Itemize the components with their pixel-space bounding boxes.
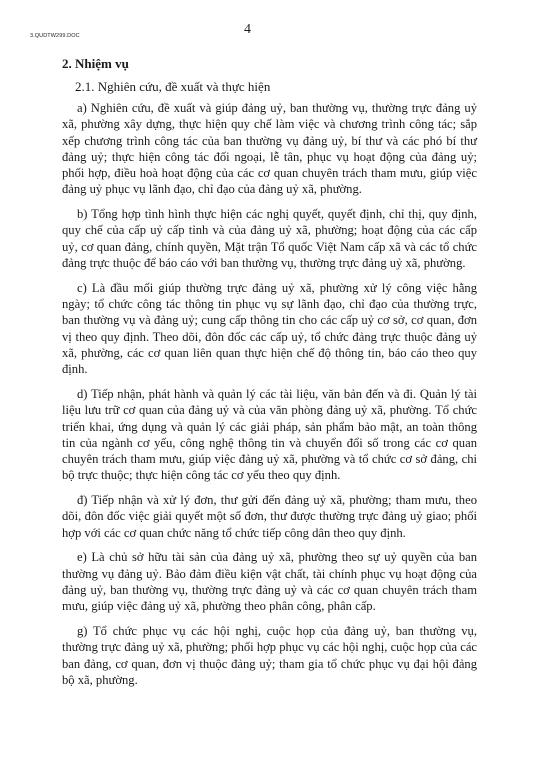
paragraph-g: g) Tổ chức phục vụ các hội nghị, cuộc họp của đảng uỷ, ban thường vụ, thường trực đảng uỷ xã, phường; phối hợp phục vụ các hội nghị, cuộc họp của các ban đảng, cơ quan, đơn vị thuộc đảng uỷ; tham gia tổ chức phục vụ đại hội đảng bộ xã, phường. [62, 623, 477, 687]
paragraph-c: c) Là đầu mối giúp thường trực đảng uỷ xã, phường xử lý công việc hằng ngày; tổ chức công tác thông tin phục vụ sự lãnh đạo, chỉ đạo của thường trực, ban thường vụ và đảng uỷ; cung cấp thông tin cho các cấp uỷ cơ sở, cơ quan, đơn vị theo quy định. Theo dõi, đôn đốc các cấp uỷ, tổ chức đảng trực thuộc đảng uỷ xã, phường, các cơ quan liên quan thực hiện chế độ thông tin, báo cáo theo quy định. [62, 280, 477, 377]
paragraph-b: b) Tổng hợp tình hình thực hiện các nghị quyết, quyết định, chỉ thị, quy định, quy chế của cấp uỷ cấp tỉnh và của đảng uỷ xã, phường; hoạt động của các cấp uỷ, cơ quan đảng, chính quyền, Mặt trận Tổ quốc Việt Nam cấp xã và các tổ chức đảng trực thuộc để báo cáo với ban thường vụ, thường trực đảng uỷ xã, phường. [62, 207, 477, 271]
paragraph-d: d) Tiếp nhận, phát hành và quản lý các tài liệu, văn bản đến và đi. Quản lý tài liệu lưu trữ cơ quan của đảng uỷ và của văn phòng đảng uỷ xã, phường. Tổ chức triển khai, ứng dụng và quản lý các giải pháp, sản phẩm bảo mật, an toàn thông tin của ngành cơ yếu, công nghệ thông tin và chuyển đổi số trong các cơ quan chuyên trách tham mưu, giúp việc đảng uỷ xã, phường và tổ chức cơ sở đảng, chi bộ trực thuộc; thực hiện công tác cơ yếu theo quy định. [62, 386, 477, 483]
paragraph-dd: đ) Tiếp nhận và xử lý đơn, thư gửi đến đảng uỷ xã, phường; tham mưu, theo dõi, đôn đốc việc giải quyết một số đơn, thư được thường trực đảng uỷ giao; phối hợp với các cơ quan chức năng tổ chức tiếp công dân theo quy định. [62, 493, 477, 540]
file-name-label: 3.QUDTW299.DOC [30, 33, 80, 39]
paragraph-e: e) Là chủ sở hữu tài sản của đảng uỷ xã, phường theo sự uỷ quyền của ban thường vụ đảng uỷ. Bảo đảm điều kiện vật chất, tài chính phục vụ hoạt động của đảng uỷ, ban thường vụ, thường trực đảng uỷ và các cơ quan chuyên trách tham mưu, giúp việc đảng uỷ xã, phường theo phân công, phân cấp. [62, 550, 477, 614]
paragraph-a: a) Nghiên cứu, đề xuất và giúp đảng uỷ, ban thường vụ, thường trực đảng uỷ xã, phường xây dựng, thực hiện quy chế làm việc và chương trình công tác; sắp xếp chương trình công tác của ban thường vụ đảng uỷ, bí thư và các phó bí thư đảng uỷ; thực hiện công tác đối ngoại, lễ tân, phục vụ hoạt động của đảng uỷ; phối hợp, điều hoà hoạt động của các cơ quan chuyên trách tham mưu, giúp việc đảng uỷ phục vụ lãnh đạo, chỉ đạo của đảng uỷ xã, phường. [62, 101, 477, 197]
section-heading: 2. Nhiệm vụ [62, 56, 129, 71]
subsection-heading: 2.1. Nghiên cứu, đề xuất và thực hiện [75, 79, 271, 94]
page-number: 4 [244, 22, 251, 37]
document-body [62, 100, 477, 697]
